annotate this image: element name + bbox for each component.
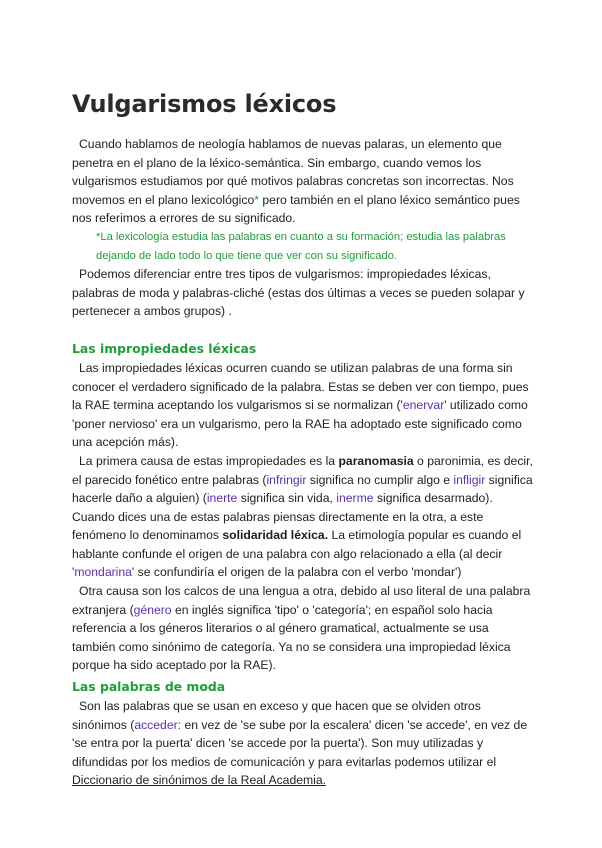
text-run: significa hacerle daño a alguien) ( — [72, 472, 533, 506]
text-run: en inglés significa 'tipo' o 'categoría'; en español solo hacia referencia a los géneros literarios o al género gramatical, actualmente se usa también como sinónimo de categoría. Ya no se considera una impropiedad léxica porque ha sido aceptado por la RAE). — [72, 602, 511, 673]
impropiedades-paragraph-3 — [72, 582, 534, 675]
section-heading-impropiedades: Las impropiedades léxicas — [72, 340, 257, 356]
text-run: significa desarmado). Cuando dices una de estas palabras piensas directamente en la otra, a este fenómeno lo denominamos — [72, 491, 493, 543]
term-acceder: acceder: — [134, 717, 182, 732]
impropiedades-paragraph-2 — [72, 452, 534, 582]
footnote-asterisk: * — [254, 192, 259, 207]
term-solidaridad-lexica: solidaridad léxica. — [222, 528, 329, 543]
text-run: significa sin vida, — [237, 491, 337, 506]
term-paranomasia: paranomasia — [338, 453, 414, 468]
text-run: Son las palabras que se usan en exceso y que hacen que se olviden otros sinónimos ( — [72, 699, 481, 732]
term-inerte: inerte — [206, 491, 238, 506]
text-run: significa no cumplir algo e — [306, 472, 454, 487]
text-run: Las impropiedades léxicas ocurren cuando se utilizan palabras de una forma sin conocer el verdadero significado de la palabra. Estas se deben ver con tiempo, pues la RAE termina aceptando los vulgarismos si se normalizan (' — [72, 360, 529, 413]
document-body — [72, 135, 534, 790]
term-infringir: infringir — [266, 472, 307, 487]
types-paragraph: Podemos diferenciar entre tres tipos de vulgarismos: impropiedades léxicas, palabras de moda y palabras-cliché (estas dos últimas a veces se pueden solapar y pertenecer a ambos grupos) . — [72, 267, 525, 319]
page-title: Vulgarismos léxicos — [72, 90, 337, 118]
term-mondarina: mondarina — [74, 565, 132, 580]
text-run: La primera causa de estas impropiedades es la — [79, 453, 339, 468]
term-inerme: inerme — [336, 491, 374, 506]
term-genero: género — [133, 602, 172, 617]
palabras-de-moda-paragraph — [72, 697, 534, 790]
intro-text: Cuando hablamos de neología hablamos de nuevas palaras, un elemento que penetra en el plano de la léxico-semántica. Sin embargo, cuando vemos los vulgarismos estudiamos por qué motivos palabras concretas son incorrectas. Nos movemos en el plano lexicológico — [72, 137, 514, 207]
text-run: ' se confundiría el origen de la palabra con el verbo 'mondar') — [131, 565, 462, 580]
dictionary-reference-link[interactable]: Diccionario de sinónimos de la Real Academia. — [72, 773, 327, 788]
intro-text-after: pero también en el plano léxico semántico pues nos referimos a errores de su significado. — [72, 192, 520, 226]
term-enervar: enervar — [402, 398, 445, 413]
intro-paragraph — [72, 135, 534, 228]
text-run: La etimología popular es cuando el hablante confunde el origen de una palabra con algo relacionado a ella (al decir ' — [72, 528, 522, 580]
section-heading-palabras-de-moda: Las palabras de moda — [72, 679, 226, 695]
text-run: o paronimia, es decir, el parecido fonético entre palabras ( — [72, 453, 533, 487]
text-run: en vez de 'se sube por la escalera' dicen 'se accede', en vez de 'se entra por la puerta' dicen 'se accede por la puerta'). Son muy utilizadas y difundidas por los medios de comunicación y para evitarlas podemos utilizar el — [72, 717, 528, 769]
term-infligir: infligir — [453, 472, 486, 487]
impropiedades-paragraph-1 — [72, 359, 534, 452]
text-run: Otra causa son los calcos de una lengua a otra, debido al uso literal de una palabra extranjera ( — [72, 584, 531, 617]
text-run: ' utilizado como 'poner nervioso' era un vulgarismo, pero la RAE ha adoptado este significado como una acepción más). — [72, 398, 528, 450]
lexicology-note: *La lexicología estudia las palabras en cuanto a su formación; estudia las palabras dejando de lado todo lo que tiene que ver con su significado. — [96, 230, 506, 262]
